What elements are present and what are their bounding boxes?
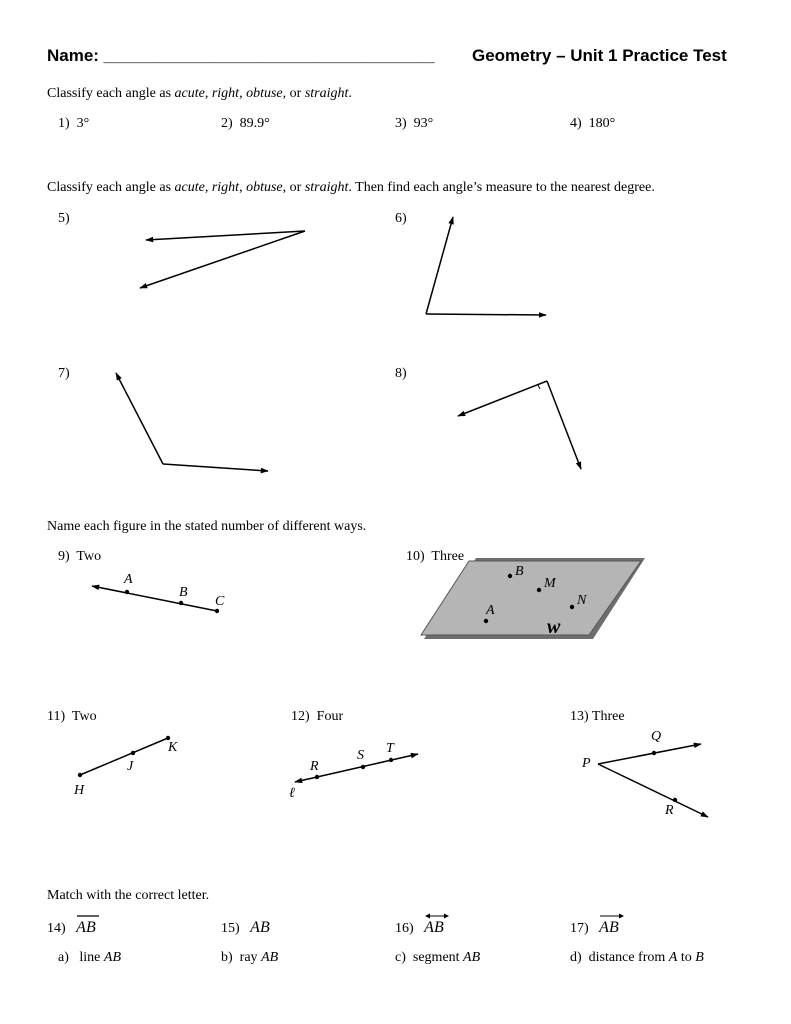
problem-7: 7): [58, 366, 70, 381]
point-label-a: A: [124, 572, 133, 587]
point-label-p: P: [582, 756, 591, 771]
choice-c: c) segment AB: [395, 950, 481, 965]
plane-point-label-b: B: [515, 564, 524, 579]
point-label-c: C: [215, 594, 225, 609]
choice-d: d) distance from A to B: [570, 950, 704, 965]
problem-1: 1) 3°: [58, 116, 90, 131]
plane-point-label-n: N: [577, 593, 587, 608]
plane-point-label-m: M: [544, 576, 556, 591]
right-arrow-icon: [599, 912, 625, 920]
angle-figure-8: [458, 381, 581, 469]
page-title: Geometry – Unit 1 Practice Test: [472, 46, 727, 65]
problem-2: 2) 89.9°: [221, 116, 270, 131]
problem-15: 15) AB: [221, 919, 270, 936]
point-label-q: Q: [651, 729, 662, 744]
point-label-k: K: [168, 740, 178, 755]
double-arrow-icon: [424, 912, 450, 920]
problem-8: 8): [395, 366, 407, 381]
problem-4: 4) 180°: [570, 116, 616, 131]
section1-instructions: Classify each angle as acute, right, obtuse, or straight.: [47, 86, 352, 101]
segment-figure-11: [80, 738, 168, 775]
problem-14: 14) AB: [47, 919, 96, 937]
problem-13: 13) Three: [570, 709, 625, 724]
line-figure-9: [92, 586, 217, 611]
problem-6: 6): [395, 211, 407, 226]
point-label-r-13: R: [665, 803, 674, 818]
problem-3: 3) 93°: [395, 116, 434, 131]
plane-label-w: w: [547, 616, 561, 638]
plane-point-label-a: A: [486, 603, 495, 618]
section2-instructions: Classify each angle as acute, right, obtuse, or straight. Then find each angle’s measure to the nearest degree.: [47, 180, 655, 195]
line-notation-ab: AB: [424, 919, 444, 937]
problem-17: 17) AB: [570, 919, 619, 937]
distance-notation-ab: AB: [250, 919, 270, 936]
problem-12: 12) Four: [291, 709, 344, 724]
point-label-b: B: [179, 585, 188, 600]
point-label-h: H: [74, 783, 85, 798]
choice-b: b) ray AB: [221, 950, 279, 965]
problem-16: 16) AB: [395, 919, 444, 937]
problem-11: 11) Two: [47, 709, 97, 724]
choice-a: a) line AB: [58, 950, 121, 965]
point-label-j: J: [127, 759, 134, 774]
name-line: Name: ___________________________________: [47, 46, 435, 65]
segment-bar-icon: [76, 912, 100, 920]
problem-5: 5): [58, 211, 70, 226]
problem-10: 10) Three: [406, 549, 465, 564]
point-label-s: S: [357, 748, 364, 763]
line-label-l: ℓ: [289, 786, 295, 801]
angle-figure-5: [140, 231, 305, 288]
angle-figure-6: [426, 217, 546, 315]
angle-figure-7: [116, 373, 268, 471]
problem-9: 9) Two: [58, 549, 102, 564]
ray-notation-ab: AB: [599, 919, 619, 937]
section3-instructions: Name each figure in the stated number of different ways.: [47, 519, 367, 534]
point-label-r: R: [310, 759, 319, 774]
plane-figure-10: [421, 558, 645, 639]
segment-notation-ab: AB: [76, 919, 96, 937]
point-label-t: T: [386, 741, 394, 756]
section4-instructions: Match with the correct letter.: [47, 888, 210, 903]
